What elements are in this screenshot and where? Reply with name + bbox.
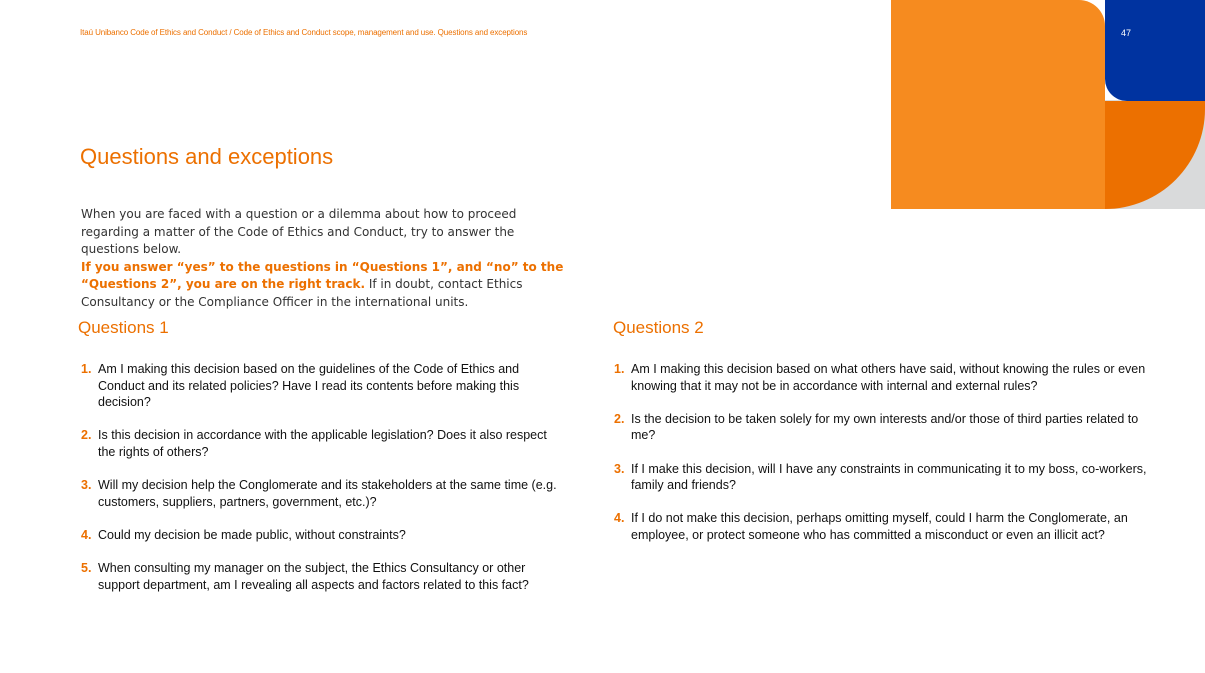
item-text: When consulting my manager on the subject, the Ethics Consultancy or other support department, am I revealing all aspects and factors related to this fact?	[98, 561, 529, 592]
item-number: 3.	[614, 461, 625, 476]
item-text: Am I making this decision based on what others have said, without knowing the rules or even knowing that it may not be in accordance with internal and external rules?	[631, 362, 1146, 393]
decorative-orange-block	[891, 0, 1105, 209]
list-item	[81, 427, 561, 460]
page-title: Questions and exceptions	[80, 144, 334, 169]
item-text: If I make this decision, will I have any constraints in communicating it to my boss, co-workers, family and friends?	[631, 461, 1147, 493]
questions-1-title: Questions 1	[78, 318, 169, 337]
list-item	[614, 411, 1154, 444]
list-item	[81, 527, 561, 544]
item-text: Am I making this decision based on the guidelines of the Code of Ethics and Conduct and its related policies? Have I read its contents before making this decision?	[98, 362, 520, 410]
item-number: 1.	[81, 362, 92, 376]
questions-2-title: Questions 2	[613, 318, 704, 337]
list-item	[614, 461, 1154, 494]
item-number: 2.	[614, 411, 625, 426]
item-number: 5.	[81, 561, 92, 576]
item-number: 2.	[81, 428, 92, 443]
questions-2-list	[614, 361, 1154, 560]
item-text: Will my decision help the Conglomerate and its stakeholders at the same time (e.g. customers, suppliers, partners, government, etc.)?	[98, 478, 557, 509]
list-item	[81, 361, 561, 411]
page-number: 47	[1121, 28, 1132, 38]
intro-text: When you are faced with a question or a dilemma about how to proceed regarding a matter of the Code of Ethics and Conduct, try to answer the questions below.	[81, 207, 517, 257]
list-item	[81, 560, 561, 593]
item-text: Is this decision in accordance with the applicable legislation? Does it also respect the rights of others?	[98, 428, 547, 459]
list-item	[614, 510, 1154, 543]
decorative-blue-block	[1105, 0, 1205, 101]
item-number: 4.	[614, 511, 625, 526]
item-number: 3.	[81, 478, 92, 493]
intro-text-contact: If in doubt, contact Ethics Consultancy or the Compliance Officer in the international units.	[81, 277, 523, 309]
questions-1-list	[81, 361, 561, 610]
intro-paragraph	[81, 206, 571, 312]
item-number: 4.	[81, 527, 92, 542]
list-item	[81, 477, 561, 510]
item-text: If I do not make this decision, perhaps omitting myself, could I harm the Conglomerate, an employee, or protect someone who has committed a misconduct or even an illicit act?	[631, 511, 1128, 542]
intro-highlight: If you answer “yes” to the questions in “Questions 1”, and “no” to the “Questions 2”, you are on the right track.	[81, 259, 564, 292]
breadcrumb: Itaú Unibanco Code of Ethics and Conduct / Code of Ethics and Conduct scope, management and use. Questions and exceptions	[80, 28, 528, 37]
item-number: 1.	[614, 362, 625, 376]
list-item	[614, 361, 1154, 394]
item-text: Is the decision to be taken solely for my own interests and/or those of third parties related to me?	[631, 411, 1139, 443]
item-text: Could my decision be made public, without constraints?	[98, 527, 406, 542]
